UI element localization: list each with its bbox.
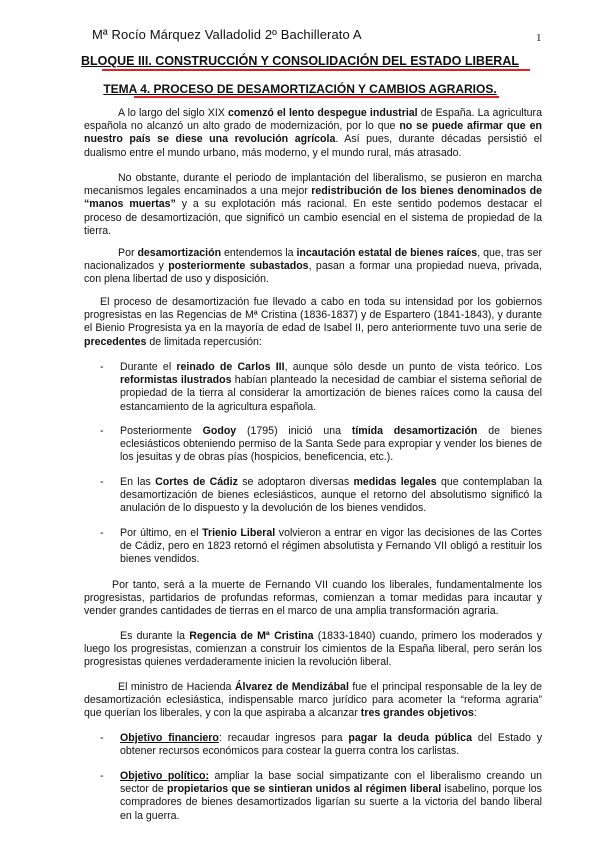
bullet-dash: - [100,476,104,488]
objective-item-politico: - Objetivo político: ampliar la base social simpatizante con el liberalismo creando un sector de propietarios que se sintieran unidos al régimen liberal isabelino, porque los compradores de bienes desamortizados ligarían su suerte a la victoria del bando liberal en la guerra. [100,770,542,822]
paragraph-4: El proceso de desamortización fue llevado a cabo en toda su intensidad por los gobiernos progresistas en las Regencias de Mª Cristina (1836-1837) y de Espartero (1841-1843), y durante el Bienio Progresista ya en la mayoría de edad de Isabel II, pero anteriormente tuvo una serie de precedentes de limitada repercusión: [84,296,542,348]
paragraph-3: Por desamortización entendemos la incautación estatal de bienes raíces, que, tras ser nacionalizados y posteriormente subastados, pasan a formar una propiedad nueva, privada, con plena libertad de uso y disposición. [84,247,542,286]
paragraph-1: A lo largo del siglo XIX comenzó el lento despegue industrial de España. La agricultura española no alcanzó un alto grado de modernización, por lo que no se puede afirmar que en nuestro país se diese una revolución agrícola. Así pues, durante décadas persistió el dualismo entre el mundo urbano, más moderno, y el mundo rural, más atrasado. [84,107,542,159]
precedent-item-trienio-liberal: - Por último, en el Trienio Liberal volvieron a entrar en vigor las decisiones de las Cortes de Cádiz, pero en 1823 retornó el régimen absolutista y Fernando VII obligó a restituir los bienes vendidos. [100,527,542,566]
topic-title: TEMA 4. PROCESO DE DESAMORTIZACIÓN Y CAMBIOS AGRARIOS. [103,82,497,96]
precedent-item-godoy: - Posteriormente Godoy (1795) inició una tímida desamortización de bienes eclesiásticos obteniendo permiso de la Santa Sede para expropiar y vender los bienes de los jesuitas y de obras pías (hospicios, beneficencia, etc.). [100,425,542,464]
paragraph-5: Por tanto, será a la muerte de Fernando VII cuando los liberales, fundamentalmente los progresistas, partidarios de profundas reformas, comienzan a tomar medidas para incautar y vender grandes cantidades de tierras en el marco de una amplia transformación agraria. [84,579,542,618]
topic-title-red-underline [134,96,499,98]
paragraph-7: El ministro de Hacienda Álvarez de Mendizábal fue el principal responsable de la ley de desamortización eclesiástica, indispensable marco jurídico para acometer la “reforma agraria” que querían los liberales, y con la que aspiraba a alcanzar tres grandes objetivos: [84,681,542,720]
paragraph-6: Es durante la Regencia de Mª Cristina (1833-1840) cuando, primero los moderados y luego los progresistas, comienzan a construir los cimientos de la España liberal, pero serán los progresistas quienes verdaderamente inicien la revolución liberal. [84,630,542,669]
block-title-red-underline [102,69,530,71]
page-number: 1 [536,32,542,44]
bullet-dash: - [100,425,104,437]
block-title: BLOQUE III. CONSTRUCCIÓN Y CONSOLIDACIÓN DEL ESTADO LIBERAL [81,54,519,68]
precedent-item-cortes-cadiz: - En las Cortes de Cádiz se adoptaron diversas medidas legales que contemplaban la desamortización de bienes eclesiásticos, aunque el retorno del absolutismo significó la anulación de lo dispuesto y la devolución de los bienes vendidos. [100,476,543,515]
paragraph-2: No obstante, durante el periodo de implantación del liberalismo, se pusieron en marcha mecanismos legales encaminados a una mejor redistribución de los bienes denominados de “manos muertas” y a su explotación más racional. En este sentido podemos destacar el proceso de desamortización, que significó un cambio esencial en el sistema de propiedad de la tierra. [84,172,542,237]
bullet-dash: - [100,361,104,373]
bullet-dash: - [100,770,104,782]
objective-item-financiero: - Objetivo financiero: recaudar ingresos para pagar la deuda pública del Estado y obtener recursos económicos para costear la guerra contra los carlistas. [100,732,543,758]
author-header: Mª Rocío Márquez Valladolid 2º Bachillerato A [92,27,362,42]
precedent-item-carlos-iii: - Durante el reinado de Carlos III, aunque sólo desde un punto de vista teórico. Los reformistas ilustrados habían planteado la necesidad de cambiar el sistema señorial de propiedad de la tierra al considerar la amortización de bienes raíces como la causa del estancamiento de la agricultura española. [100,361,543,413]
bullet-dash: - [100,732,104,744]
bullet-dash: - [100,527,104,539]
